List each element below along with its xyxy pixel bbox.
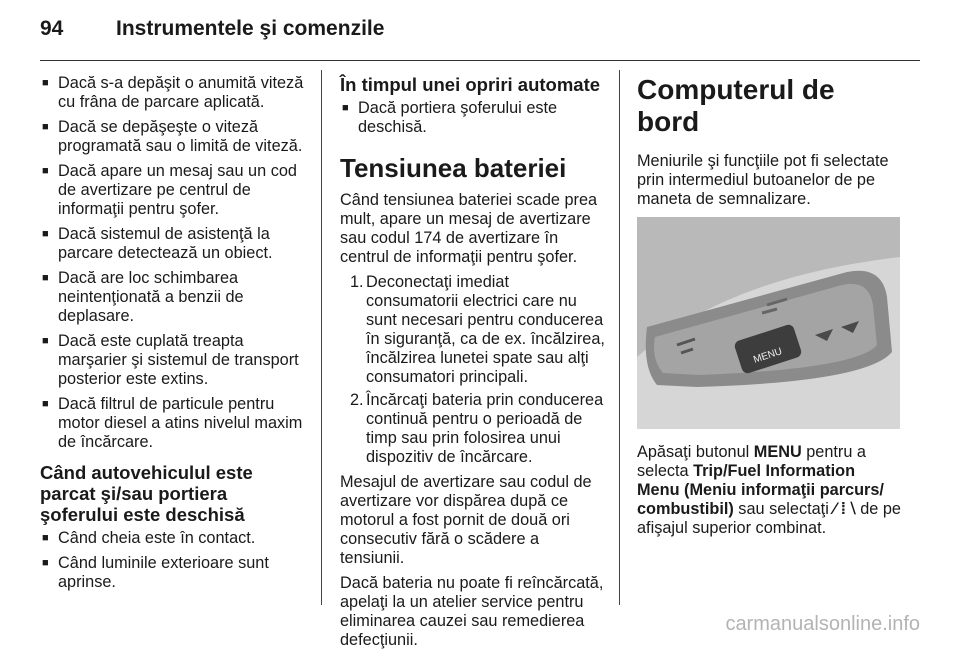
step-number: 1. [350, 273, 364, 291]
watermark-text: carmanualsonline.info [725, 613, 920, 635]
list-item: ■ Dacă are loc schimbarea neintenţionată a benzii de deplasare. [40, 269, 310, 326]
column-2 [340, 74, 605, 656]
column-1 [40, 74, 310, 598]
arrow-symbols-icon: ⁄ ⁞ ⧵ [833, 500, 856, 518]
section-heading-autostop: În timpul unei opriri automate [340, 74, 601, 95]
step-number: 2. [350, 391, 364, 409]
section-heading-parked: Când autovehiculul este parcat şi/sau portiera şoferului este deschisă [40, 462, 253, 525]
trip-intro: Meniurile şi funcţiile pot fi selectate prin intermediul butoanelor de pe maneta de semnalizare. [637, 152, 889, 208]
header-rule [40, 60, 920, 61]
column-divider [321, 70, 322, 605]
steps-list [340, 273, 605, 467]
list-item: ■ Când luminile exterioare sunt aprinse. [40, 554, 310, 592]
page-header [40, 17, 384, 41]
header-title: Instrumentele şi comenzile [116, 17, 385, 40]
menu-name: Trip/Fuel Information Menu (Meniu informaţii parcurs/ combustibil) [637, 462, 884, 518]
text-run: de pe afişajul superior combinat. [637, 500, 901, 537]
battery-para-2: Dacă bateria nu poate fi reîncărcată, apelaţi la un atelier service pentru eliminarea cauzei sau remedierea defecţiunii. [340, 574, 604, 649]
list-item: ■ Când cheia este în contact. [40, 529, 310, 548]
step-item [340, 391, 605, 467]
battery-para-1: Mesajul de avertizare sau codul de avertizare vor dispărea după ce motorul a fost pornit de două ori consecutiv fără o scădere a tensiunii. [340, 473, 592, 567]
section-title-battery: Tensiunea bateriei [340, 153, 567, 183]
column-divider [619, 70, 620, 605]
list-item: ■ Dacă filtrul de particule pentru motor diesel a atins nivelul maxim de încărcare. [40, 395, 310, 452]
list-item: ■ Dacă portiera şoferului este deschisă. [340, 99, 605, 137]
turn-signal-lever-photo [637, 217, 900, 429]
list-item: ■ Dacă sistemul de asistenţă la parcare detectează un obiect. [40, 225, 310, 263]
bullet-list-1 [40, 74, 310, 452]
step-text: Încărcaţi bateria prin conducerea continuă pentru o perioadă de timp sau prin folosirea unui dispozitiv de încărcare. [366, 391, 604, 466]
page-number: 94 [40, 17, 64, 40]
list-item: ■ Dacă se depăşeşte o viteză programată sau o limită de viteză. [40, 118, 310, 156]
menu-button-label: MENU [752, 346, 784, 366]
text-run: Apăsaţi butonul [637, 443, 754, 461]
trip-instructions [637, 443, 902, 538]
bullet-list-3 [340, 99, 605, 137]
list-item: ■ Dacă este cuplată treapta marşarier şi sistemul de transport posterior este extins. [40, 332, 310, 389]
menu-keyword: MENU [753, 443, 802, 461]
lever-illustration [637, 217, 900, 429]
section-title-trip-computer: Computerul de bord [637, 74, 835, 137]
step-text: Deconectaţi imediat consumatorii electrici care nu sunt necesari pentru conducerea în siguranţă, ca de ex. încălzirea, încălzirea lunetei spate sau alţi consumatori principali. [366, 273, 605, 386]
text-run: pentru a selecta [637, 443, 866, 480]
list-item: ■ Dacă s-a depăşit o anumită viteză cu frâna de parcare aplicată. [40, 74, 310, 112]
battery-intro: Când tensiunea bateriei scade prea mult, apare un mesaj de avertizare sau codul 174 de avertizare în centrul de informaţii pentru şofer. [340, 191, 598, 266]
bullet-list-2 [40, 529, 310, 592]
list-item: ■ Dacă apare un mesaj sau un cod de avertizare pe centrul de informaţii pentru şofer. [40, 162, 310, 219]
step-item [340, 273, 605, 387]
text-run: sau selectaţi [733, 500, 834, 518]
column-3 [637, 74, 902, 544]
